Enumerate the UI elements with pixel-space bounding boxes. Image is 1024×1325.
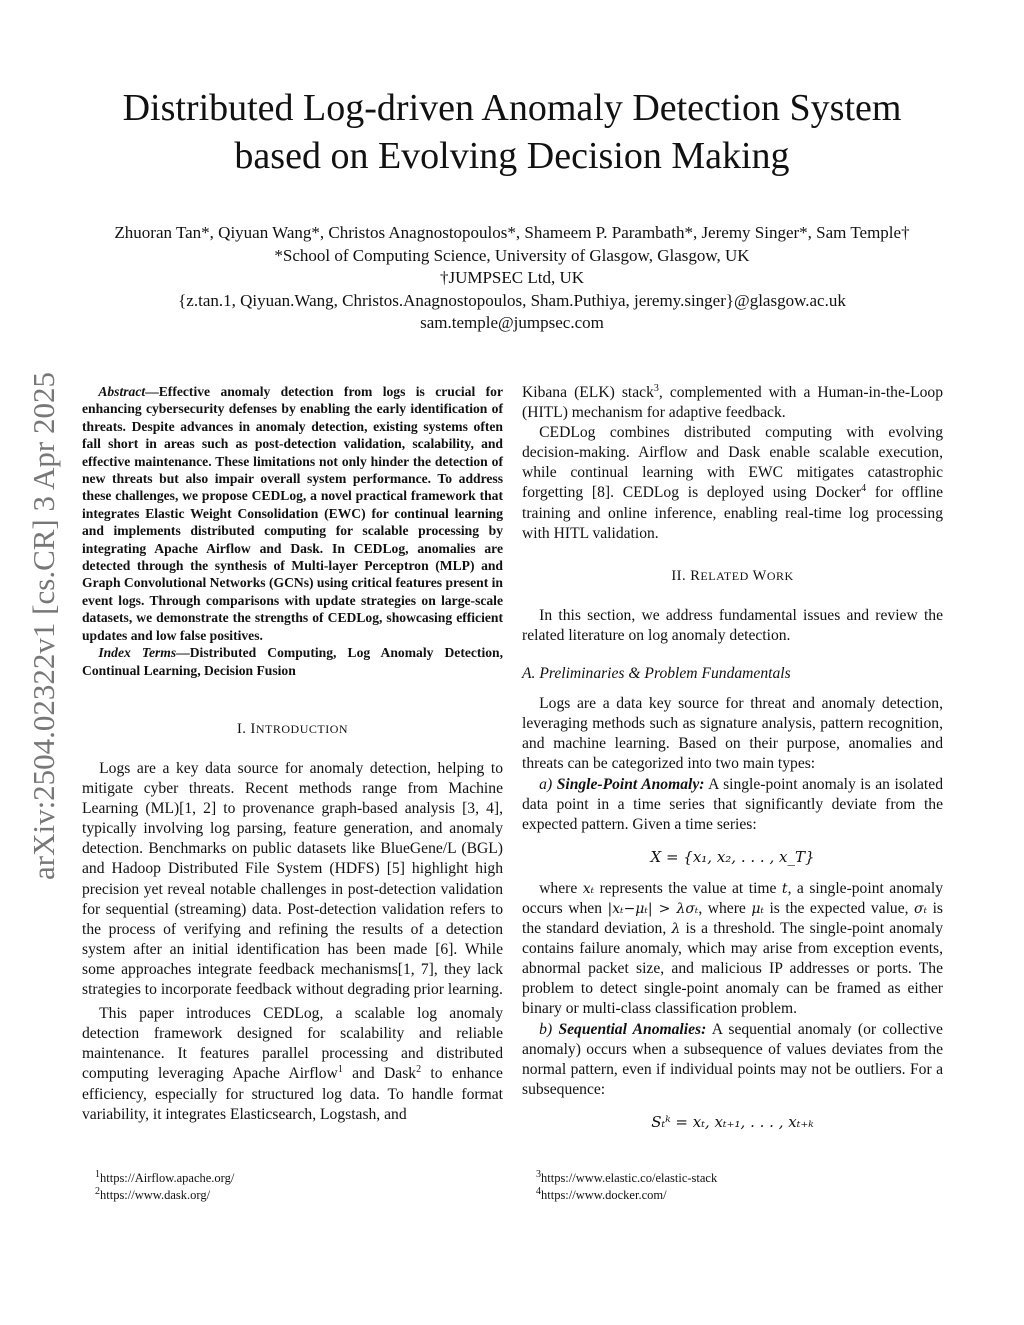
single-point-anomaly-paragraph: a) Single-Point Anomaly: A single-point anomaly is an isolated data point in a time series that significantly deviate from the expected pattern. Given a time series: <box>522 775 943 833</box>
footnote-3: $^3$https://www.elastic.co/elastic-stack <box>536 1168 718 1185</box>
intro-continued: Kibana (ELK) stack$^3$, complemented with a Human-in-the-Loop (HITL) mechanism for adaptive feedback. <box>522 382 943 422</box>
footnote-link-airflow[interactable]: https://Airflow.apache.org/ <box>100 1171 235 1185</box>
intro-paragraph-2: This paper introduces CEDLog, a scalable log anomaly detection framework designed for scalability and reliable maintenance. It features parallel processing and distributed computing leveraging Apache Airflow$^1$ and Dask$^2$ to enhance efficiency, especially for structured log data. To handle format variability, it integrates Elasticsearch, Logstash, and <box>82 1005 503 1123</box>
abstract-text: —Effective anomaly detection from logs is crucial for enhancing cybersecurity defenses by enabling the early identification of threats. Despite advances in anomaly detection, existing systems often fall short in areas such as post-detection validation, scalability, and effective maintenance. These limitations not only hinder the detection of new threats but also impair overall system performance. To address these challenges, we propose CEDLog, a novel practical framework that integrates Elastic Weight Consolidation (EWC) for continual learning and implements distributed computing for scalable processing by integrating Apache Airflow and Dask. In CEDLog, anomalies are detected through the synthesis of Multi-layer Perceptron (MLP) and Graph Convolutional Networks (GCNs) using critical features present in event logs. Through comparisons with update strategies on large-scale datasets, we demonstrate the strengths of CEDLog, showcasing efficient updates and low false positives. <box>82 384 503 643</box>
section-heading-related-work: II. RELATED WORK <box>671 567 794 584</box>
footnote-ref-2: 2 <box>416 1064 422 1076</box>
sequential-anomaly-paragraph: b) Sequential Anomalies: A sequential anomaly (or collective anomaly) occurs when a subsequence of values deviates from the normal pattern, even if individual points may not be outliers. For a subsequence: <box>522 1020 943 1098</box>
footnotes-right <box>536 1170 717 1204</box>
email-jumpsec: sam.temple@jumpsec.com <box>420 313 604 332</box>
intro-paragraph-3: CEDLog combines distributed computing with evolving decision-making. Airflow and Dask enable scalable execution, while continual learning with EWC mitigates catastrophic forgetting [8]. CEDLog is deployed using Docker$^4$ for offline training and online inference, enabling real-time log processing with HITL validation. <box>522 424 943 542</box>
equation-subsequence: Sₜᵏ = xₜ, xₜ₊₁, . . . , xₜ₊ₖ <box>651 1112 814 1131</box>
sequential-anomaly-title: Sequential Anomalies: <box>558 1020 707 1038</box>
author-block <box>40 222 984 335</box>
author-names: Zhuoran Tan*, Qiyuan Wang*, Christos Anagnostopoulos*, Shameem P. Parambath*, Jeremy Singer*, Sam Temple† <box>114 223 910 242</box>
index-terms-text: —Distributed Computing, Log Anomaly Detection, Continual Learning, Decision Fusion <box>82 645 503 678</box>
footnote-link-docker[interactable]: https://www.docker.com/ <box>541 1188 667 1202</box>
affiliation-glasgow: *School of Computing Science, University of Glasgow, Glasgow, UK <box>274 245 750 265</box>
abstract-label: Abstract <box>98 384 146 399</box>
footnotes-left <box>95 1170 234 1204</box>
title-line-1: Distributed Log-driven Anomaly Detection System <box>122 87 902 129</box>
abstract <box>82 383 503 644</box>
arxiv-watermark: arXiv:2504.02322v1 [cs.CR] 3 Apr 2025 <box>26 371 61 881</box>
left-column <box>82 383 503 1125</box>
footnote-1: $^1$https://Airflow.apache.org/ <box>95 1168 235 1185</box>
right-column <box>522 383 943 1144</box>
footnote-link-dask[interactable]: https://www.dask.org/ <box>100 1188 211 1202</box>
single-point-anomaly-title: Single-Point Anomaly: <box>556 775 705 793</box>
intro-paragraph-1: Logs are a key data source for anomaly detection, helping to mitigate cyber threats. Recent methods range from Machine Learning (ML)[1, 2] to provenance graph-based analysis [3, 4], typically involving log parsing, feature generation, and anomaly detection. Benchmarks on public datasets like BlueGene/L (BGL) and Hadoop Distributed File System (HDFS) [5] highlight high precision yet reveal notable challenges in post-detection validation for sequential (streaming) data. Post-detection validation refers to the process of verifying and refining the results of a detection system after an initial identification has been made [6]. While some approaches integrate feedback mechanisms[1, 7], they lack strategies to incorporate feedback without degrading prior learning. <box>82 760 503 999</box>
equation-time-series: X = {x₁, x₂, . . . , x_T} <box>650 847 815 866</box>
title-line-2: based on Evolving Decision Making <box>234 135 790 177</box>
section-heading-introduction: I. INTRODUCTION <box>236 720 349 737</box>
footnote-4: $^4$https://www.docker.com/ <box>536 1185 667 1202</box>
subsection-heading-preliminaries: A. Preliminaries & Problem Fundamentals <box>522 665 791 683</box>
affiliation-jumpsec: †JUMPSEC Ltd, UK <box>439 268 585 287</box>
footnote-ref-4: 4 <box>861 483 867 495</box>
preliminaries-paragraph: Logs are a data key source for threat and anomaly detection, leveraging methods such as signature analysis, pattern recognition, and machine learning. Based on their purpose, anomalies and threats can be categorized into two main types: <box>522 695 943 773</box>
index-terms-label: Index Terms <box>98 645 177 661</box>
footnote-link-elastic[interactable]: https://www.elastic.co/elastic-stack <box>541 1171 718 1185</box>
emails-glasgow: {z.tan.1, Qiyuan.Wang, Christos.Anagnostopoulos, Sham.Puthiya, jeremy.singer}@glasgow.ac.uk <box>178 290 846 310</box>
single-point-definition: where xₜ represents the value at time t, a single-point anomaly occurs when |xₜ−μₜ| > λσₜ, where μₜ is the expected value, σₜ is the standard deviation, λ is a threshold. The single-point anomaly contains failure anomaly, which may arise from exception events, abnormal packet size, and malicious IP addresses or ports. The problem to detect single-point anomaly can be framed as either binary or multi-class classification problem. <box>522 879 943 1018</box>
footnote-ref-3: 3 <box>653 382 659 394</box>
index-terms <box>82 644 503 679</box>
footnote-ref-1: 1 <box>337 1064 343 1076</box>
related-work-intro: In this section, we address fundamental issues and review the related literature on log anomaly detection. <box>522 606 943 644</box>
paper-title <box>60 84 964 180</box>
footnote-2: $^2$https://www.dask.org/ <box>95 1185 211 1202</box>
